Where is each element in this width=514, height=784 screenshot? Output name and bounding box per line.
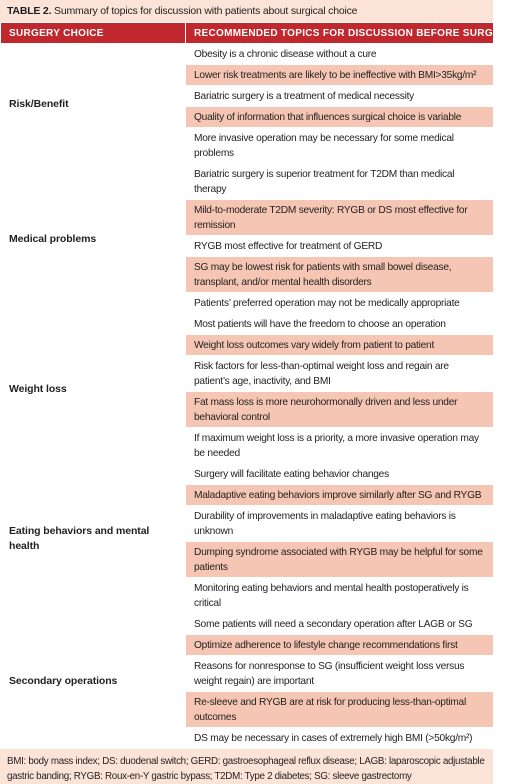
- caption-text: Summary of topics for discussion with patients about surgical choice: [51, 5, 358, 17]
- topic-cell: Optimize adherence to lifestyle change recommendations first: [186, 635, 494, 656]
- topic-cell: Fat mass loss is more neurohormonally driven and less under behavioral control: [186, 392, 494, 428]
- topic-cell: If maximum weight loss is a priority, a more invasive operation may be needed: [186, 428, 494, 464]
- topics-table: [0, 22, 514, 749]
- header-recommended-topics: RECOMMENDED TOPICS FOR DISCUSSION BEFORE SURGERY: [186, 23, 494, 44]
- topic-cell: Some patients will need a secondary operation after LAGB or SG: [186, 614, 494, 635]
- topic-cell: SG may be lowest risk for patients with small bowel disease, transplant, and/or mental health disorders: [186, 257, 494, 293]
- topic-cell: DS may be necessary in cases of extremely high BMI (>50kg/m²): [186, 728, 494, 749]
- topic-cell: Bariatric surgery is superior treatment for T2DM than medical therapy: [186, 164, 494, 200]
- topic-cell: Reasons for nonresponse to SG (insufficient weight loss versus weight regain) are important: [186, 656, 494, 692]
- surgery-choice-cell: Weight loss: [1, 314, 186, 464]
- topic-cell: Quality of information that influences surgical choice is variable: [186, 107, 494, 128]
- surgery-choice-cell: Medical problems: [1, 164, 186, 314]
- topic-cell: Mild-to-moderate T2DM severity: RYGB or DS most effective for remission: [186, 200, 494, 236]
- topic-cell: Lower risk treatments are likely to be ineffective with BMI>35kg/m²: [186, 65, 494, 86]
- caption-label: TABLE 2.: [7, 5, 52, 17]
- table-body: [1, 44, 494, 749]
- topic-cell: Durability of improvements in maladaptive eating behaviors is unknown: [186, 506, 494, 542]
- header-surgery-choice: SURGERY CHOICE: [1, 23, 186, 44]
- topic-cell: Re-sleeve and RYGB are at risk for producing less-than-optimal outcomes: [186, 692, 494, 728]
- topic-cell: Surgery will facilitate eating behavior changes: [186, 464, 494, 485]
- topic-cell: Most patients will have the freedom to choose an operation: [186, 314, 494, 335]
- topic-cell: More invasive operation may be necessary for some medical problems: [186, 128, 494, 164]
- table-caption: [0, 0, 493, 22]
- header-row: [1, 23, 494, 44]
- topic-cell: Bariatric surgery is a treatment of medical necessity: [186, 86, 494, 107]
- table-footnote: BMI: body mass index; DS: duodenal switch; GERD: gastroesophageal reflux disease; LAGB: laparoscopic adjustable gastric banding; RYGB: Roux-en-Y gastric bypass; T2DM: Type 2 diabetes; SG: sleeve gastrectomy: [0, 749, 493, 784]
- table-row: [1, 614, 494, 635]
- topic-cell: Patients’ preferred operation may not be medically appropriate: [186, 293, 494, 314]
- topic-cell: Obesity is a chronic disease without a cure: [186, 44, 494, 65]
- surgery-choice-cell: Secondary operations: [1, 614, 186, 749]
- topic-cell: Monitoring eating behaviors and mental health postoperatively is critical: [186, 578, 494, 614]
- topic-cell: Risk factors for less-than-optimal weight loss and regain are patient’s age, inactivity, and BMI: [186, 356, 494, 392]
- table-row: [1, 164, 494, 200]
- surgery-choice-cell: Risk/Benefit: [1, 44, 186, 164]
- topic-cell: Maladaptive eating behaviors improve similarly after SG and RYGB: [186, 485, 494, 506]
- surgery-choice-cell: Eating behaviors and mental health: [1, 464, 186, 614]
- table-row: [1, 464, 494, 485]
- topic-cell: RYGB most effective for treatment of GERD: [186, 236, 494, 257]
- table-row: [1, 314, 494, 335]
- topic-cell: Weight loss outcomes vary widely from patient to patient: [186, 335, 494, 356]
- topic-cell: Dumping syndrome associated with RYGB may be helpful for some patients: [186, 542, 494, 578]
- table-row: [1, 44, 494, 65]
